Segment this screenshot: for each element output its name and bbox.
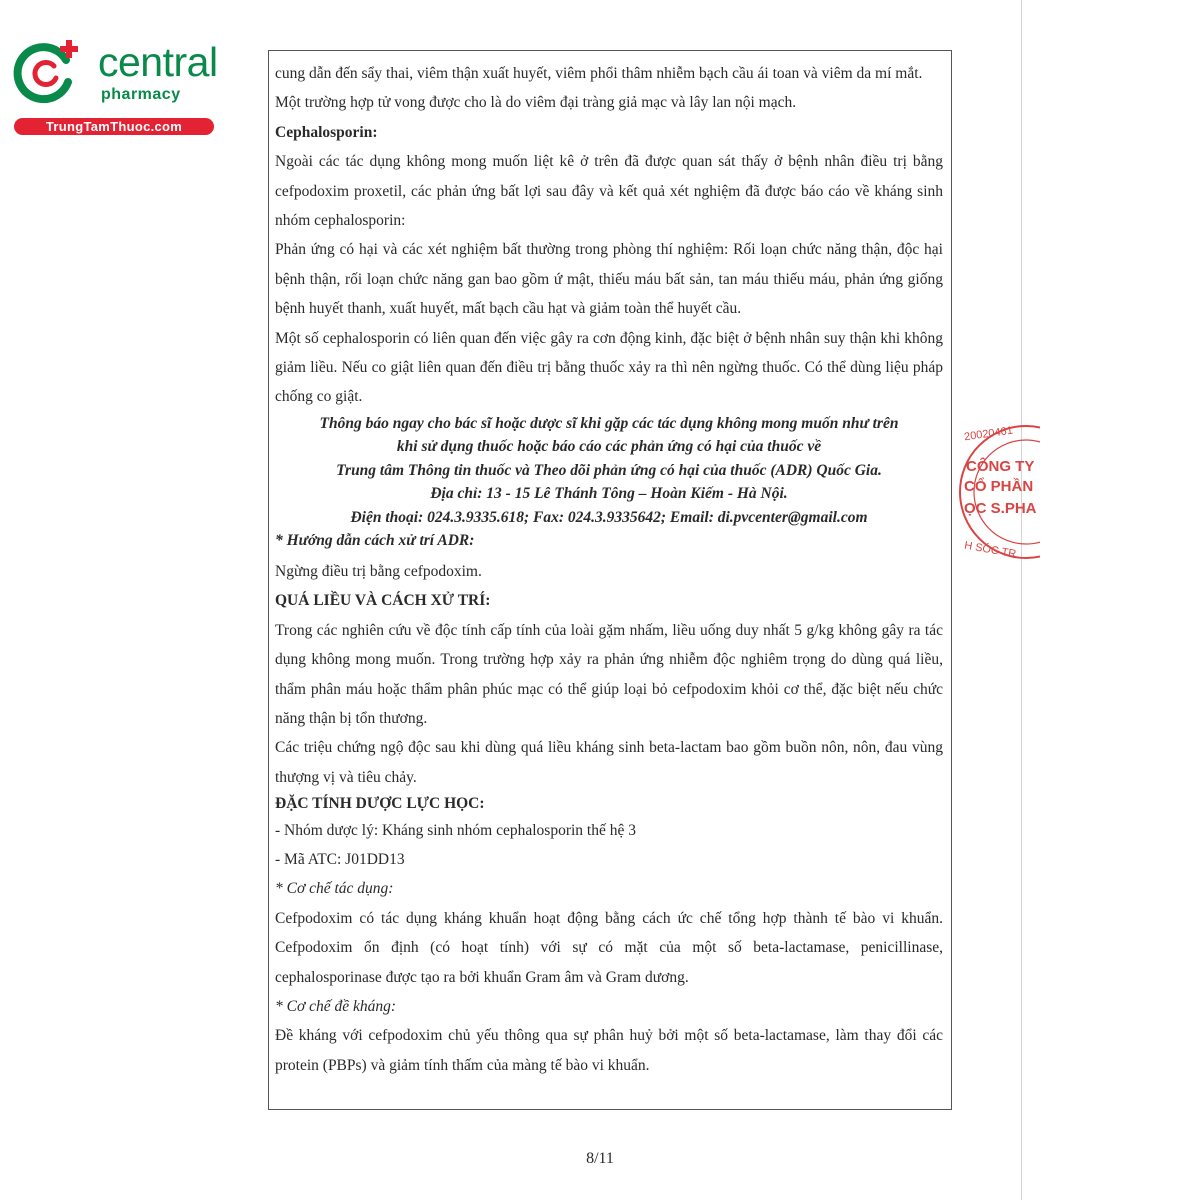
logo-site-banner: TrungTamThuoc.com [14,118,214,135]
logo-wordmark: central [98,39,218,85]
paragraph-atc-code: - Mã ATC: J01DD13 [275,851,405,869]
logo-subtitle: pharmacy [101,86,181,103]
paragraph-fatal-case: Một trường hợp tử vong được cho là do viêm đại tràng giả mạc và lây lan nội mạch. [275,94,797,112]
heading-adr-guidance: * Hướng dẫn cách xử trí ADR: [275,532,475,550]
paragraph-pharmacologic-group: - Nhóm dược lý: Kháng sinh nhóm cephalosporin thế hệ 3 [275,821,636,839]
heading-pharmacodynamics: ĐẶC TÍNH DƯỢC LỰC HỌC: [275,795,485,813]
central-pharmacy-logo[interactable] [10,36,218,136]
stamp-line-4: H SÓC TR [963,539,1018,561]
paragraph-overdose-studies: Trong các nghiên cứu về độc tính cấp tính của loài gặm nhấm, liều uống duy nhất 5 g/kg không gây ra tác dụng không mong muốn. Trong trường hợp xảy ra phản ứng nhiễm độc nghiêm trọng do dùng quá liều, thẩm phân máu hoặc thẩm phân phúc mạc có thể giúp loại bỏ cefpodoxim khỏi cơ thể, đặc biệt nếu chức năng thận bị tổn thương. [275,621,943,727]
notice-contact: Điện thoại: 024.3.9335.618; Fax: 024.3.9335642; Email: di.pvcenter@gmail.com [350,508,868,526]
paragraph-seizures: Một số cephalosporin có liên quan đến việc gây ra cơn động kinh, đặc biệt ở bệnh nhân suy thận khi không giảm liều. Nếu co giật liên quan đến điều trị bằng thuốc xảy ra thì nên ngừng thuốc. Có thể dùng liệu pháp chống co giật. [275,329,943,406]
heading-mechanism-of-action: * Cơ chế tác dụng: [275,880,394,898]
page-number: 8/11 [586,1150,614,1167]
heading-cephalosporin: Cephalosporin: [275,123,378,141]
paragraph-overdose-symptoms: Các triệu chứng ngộ độc sau khi dùng quá liều kháng sinh beta-lactam bao gồm buồn nôn, nôn, đau vùng thượng vị và tiêu chảy. [275,739,943,786]
stamp-line-2: CỔ PHẦN [964,478,1034,495]
paragraph-side-effects-cont: cung dẫn đến sẩy thai, viêm thận xuất huyết, viêm phổi thâm nhiễm bạch cầu ái toan và viêm da mí mắt. [275,65,923,82]
paragraph-resistance: Đề kháng với cefpodoxim chủ yếu thông qua sự phân huỷ bởi một số beta-lactamase, làm thay đổi các protein (PBPs) và giảm tính thấm của màng tế bào vi khuẩn. [275,1027,943,1074]
company-stamp [950,412,1040,574]
leaflet-content-box [268,50,952,1110]
paragraph-stop-treatment: Ngừng điều trị bằng cefpodoxim. [275,562,482,580]
notice-line-1: Thông báo ngay cho bác sĩ hoặc dược sĩ khi gặp các tác dụng không mong muốn như trên [319,414,899,432]
heading-resistance: * Cơ chế đề kháng: [275,998,397,1016]
notice-address: Địa chỉ: 13 - 15 Lê Thánh Tông – Hoàn Kiếm - Hà Nội. [430,485,788,503]
notice-line-2: khi sử dụng thuốc hoặc báo cáo các phản ứng có hại của thuốc về [396,438,822,456]
heading-overdose: QUÁ LIỀU VÀ CÁCH XỬ TRÍ: [275,592,491,610]
paragraph-mechanism: Cefpodoxim có tác dụng kháng khuẩn hoạt động bằng cách ức chế tổng hợp thành tế bào vi khuẩn. Cefpodoxim ổn định (có hoạt tính) với sự có mặt của một số beta-lactamase, penicillinase, cephalosporinase được tạo ra bởi khuẩn Gram âm và Gram dương. [275,909,943,986]
notice-line-3: Trung tâm Thông tin thuốc và Theo dõi phản ứng có hại của thuốc (ADR) Quốc Gia. [336,461,882,479]
paragraph-adverse-reactions: Phản ứng có hại và các xét nghiệm bất thường trong phòng thí nghiệm: Rối loạn chức năng thận, độc hại bệnh thận, rối loạn chức năng gan bao gồm ứ mật, thiếu máu bất sản, tan máu thiếu máu, phản ứng giống bệnh huyết thanh, xuất huyết, mất bạch cầu hạt và giảm toàn thể huyết cầu. [275,241,943,318]
page-edge-divider [1021,0,1022,1200]
stamp-number: 20020461 [963,424,1014,444]
central-pharmacy-logo-icon [10,38,82,106]
stamp-line-1: CÔNG TY [966,458,1035,475]
paragraph-cephalosporin-intro: Ngoài các tác dụng không mong muốn liệt kê ở trên đã được quan sát thấy ở bệnh nhân điều trị bằng cefpodoxim proxetil, các phản ứng bất lợi sau đây và kết quả xét nghiệm đã được báo cáo về kháng sinh nhóm cephalosporin: [275,153,943,230]
stamp-line-3: ỌC S.PHA [964,500,1037,517]
